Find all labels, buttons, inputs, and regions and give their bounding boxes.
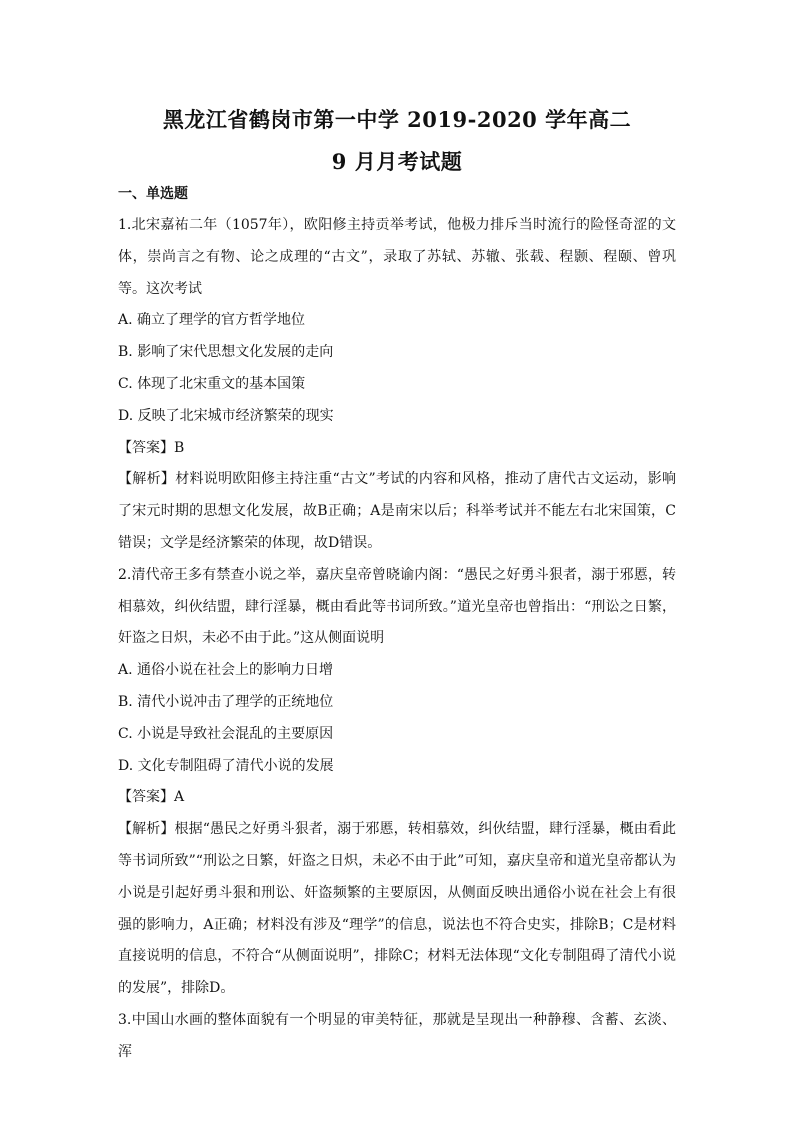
analysis-label: 【解析】 — [118, 471, 176, 488]
question-2-option-a: A. 通俗小说在社会上的影响力日增 — [118, 662, 334, 679]
answer-value: B — [174, 439, 185, 456]
question-2-stem: 2.清代帝王多有禁查小说之举，嘉庆皇帝曾晓谕内阁：“愚民之好勇斗狠者，溺于邪慝，转相慕效，纠伙结盟，肆行淫暴，概由看此等书词所致。”道光皇帝也曾指出：“刑讼之日繁，奸盗之日炽，未必不由于此。”这从侧面说明 — [118, 566, 676, 647]
exam-content — [118, 180, 676, 1069]
question-2-option-b: B. 清代小说冲击了理学的正统地位 — [118, 693, 334, 710]
analysis-text: 根据“愚民之好勇斗狠者，溺于邪慝，转相慕效，纠伙结盟，肆行淫暴，概由看此等书词所致”“刑讼之日繁，奸盗之日炽，未必不由于此”可知，嘉庆皇帝和道光皇帝都认为小说是引起好勇斗狠和刑讼、奸盗频繁的主要原因，从侧面反映出通俗小说在社会上有很强的影响力，A正确；材料没有涉及“理学”的信息，说法也不符合史实，排除B；C是材料直接说明的信息，不符合“从侧面说明”，排除C；材料无法体现“文化专制阻碍了清代小说的发展”，排除D。 — [118, 821, 677, 997]
question-3-stem: 3.中国山水画的整体面貌有一个明显的审美特征，那就是呈现出一种静穆、含蓄、玄淡、浑 — [118, 1011, 676, 1060]
question-1-answer — [118, 433, 676, 465]
analysis-label: 【解析】 — [118, 821, 175, 838]
exam-title-line2: 9 月月考试题 — [331, 149, 463, 174]
analysis-text: 材料说明欧阳修主持注重“古文”考试的内容和风格，推动了唐代古文运动，影响了宋元时期的思想文化发展，故B正确；A是南宋以后；科举考试并不能左右北宋国策，C错误；文学是经济繁荣的体现，故D错误。 — [118, 471, 677, 551]
exam-title-line1: 黑龙江省鹤岗市第一中学 2019-2020 学年高二 — [162, 107, 632, 132]
question-1-option-a: A. 确立了理学的官方哲学地位 — [118, 312, 306, 329]
question-2-answer — [118, 782, 676, 814]
section-heading: 一、单选题 — [118, 186, 188, 202]
question-1-analysis — [118, 464, 676, 559]
question-1-option-d: D. 反映了北宋城市经济繁荣的现实 — [118, 407, 334, 424]
question-1-option-c: C. 体现了北宋重文的基本国策 — [118, 375, 306, 392]
answer-label: 【答案】 — [118, 789, 174, 806]
question-2-option-c: C. 小说是导致社会混乱的主要原因 — [118, 725, 334, 742]
question-2-analysis — [118, 814, 676, 1005]
question-2-option-d: D. 文化专制阻碍了清代小说的发展 — [118, 757, 334, 774]
answer-value: A — [174, 789, 185, 806]
question-1-stem: 1.北宋嘉祐二年（1057年），欧阳修主持贡举考试，他极力排斥当时流行的险怪奇涩的文体，崇尚言之有物、论之成理的“古文”，录取了苏轼、苏辙、张载、程颢、程颐、曾巩等。这次考试 — [118, 217, 676, 297]
question-1-option-b: B. 影响了宋代思想文化发展的走向 — [118, 344, 334, 361]
answer-label: 【答案】 — [118, 439, 174, 456]
